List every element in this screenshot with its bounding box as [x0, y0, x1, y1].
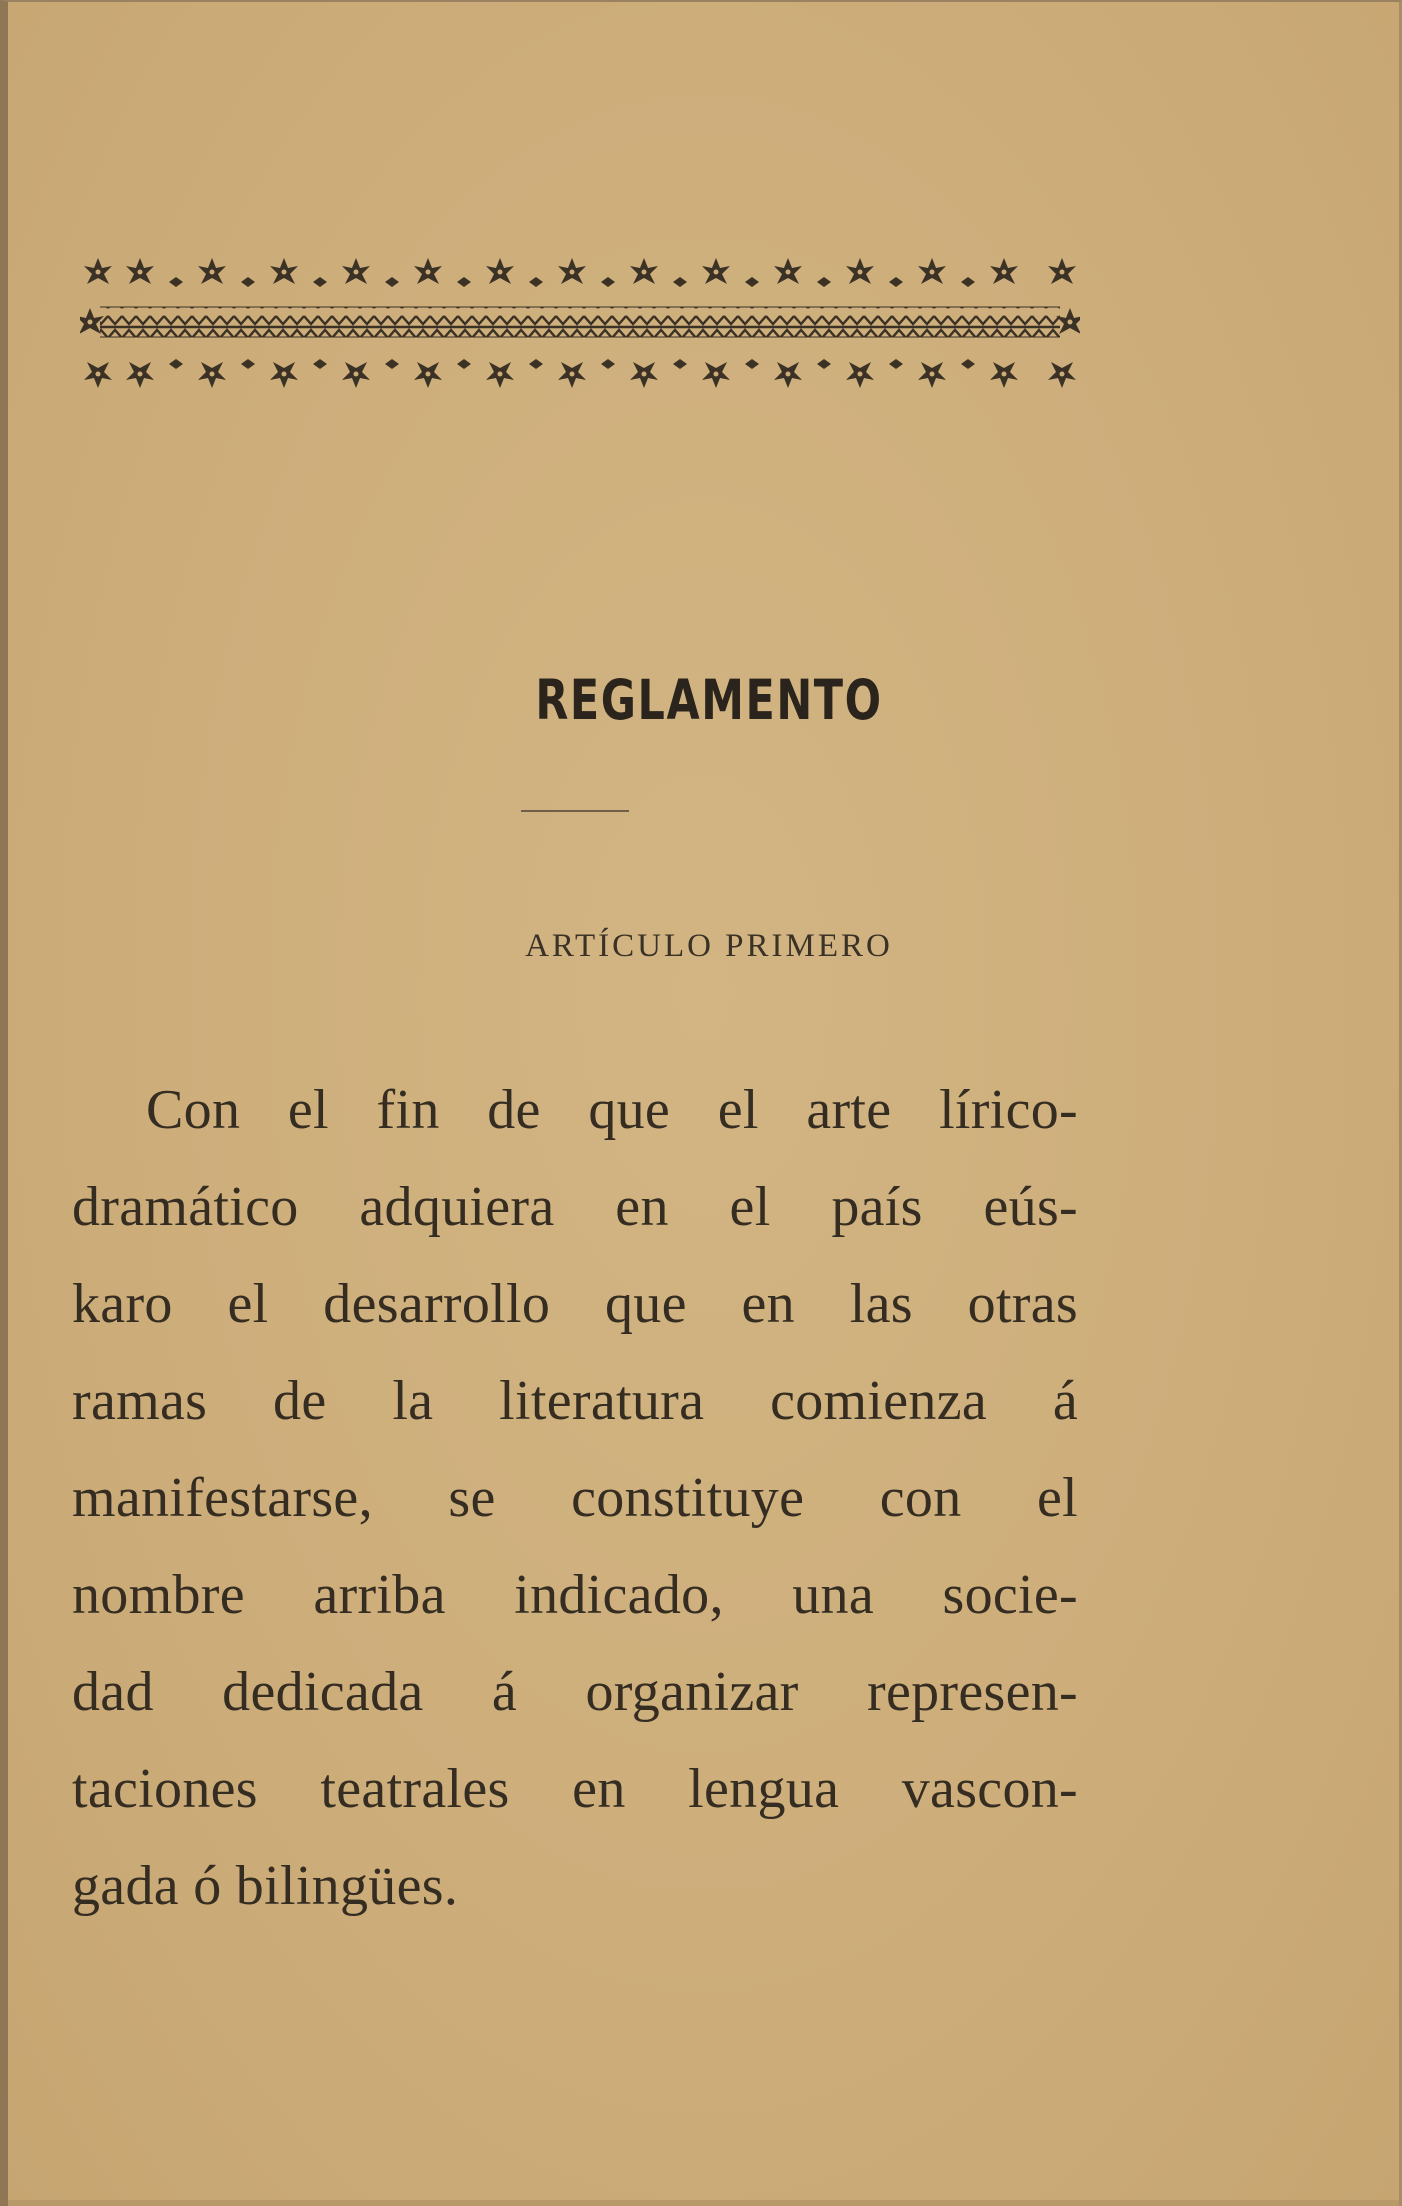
- paragraph-line: karo el desarrollo que en las otras: [72, 1273, 1078, 1335]
- paragraph-line: dad dedicada á organizar represen-: [72, 1661, 1078, 1723]
- paragraph-line: ramas de la literatura comienza á: [72, 1370, 1078, 1432]
- floral-border-ornament-icon: [80, 252, 1080, 402]
- paragraph-line: Con el fin de que el arte lírico-: [146, 1079, 1078, 1141]
- article-paragraph: [72, 1062, 1078, 1935]
- paragraph-line: taciones teatrales en lengua vascon-: [72, 1758, 1078, 1820]
- paragraph-line: dramático adquiera en el país eús-: [72, 1176, 1078, 1238]
- article-heading: ARTÍCULO PRIMERO: [525, 928, 893, 964]
- title-divider: [521, 810, 629, 812]
- page-title: REGLAMENTO: [535, 668, 883, 732]
- paragraph-line: manifestarse, se constituye con el: [72, 1467, 1078, 1529]
- paragraph-line: gada ó bilingües.: [72, 1855, 459, 1917]
- paragraph-line: nombre arriba indicado, una socie-: [72, 1564, 1078, 1626]
